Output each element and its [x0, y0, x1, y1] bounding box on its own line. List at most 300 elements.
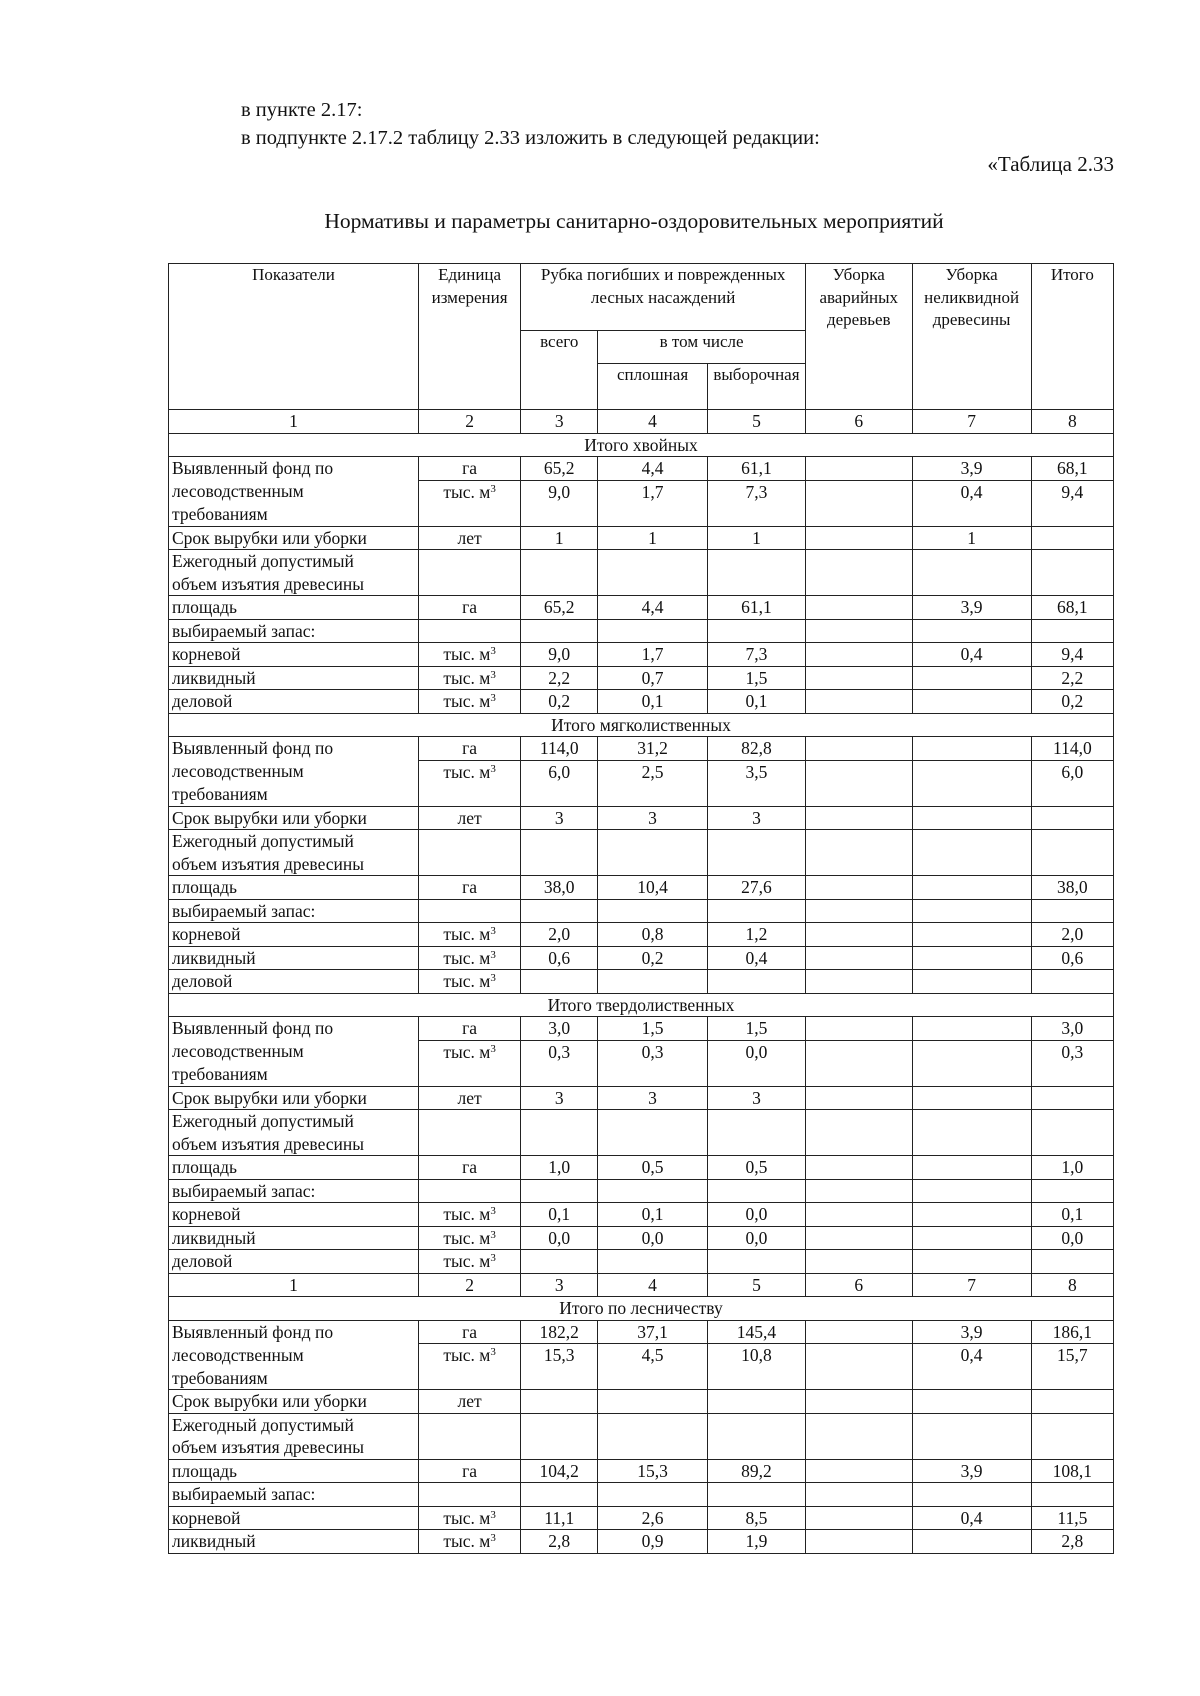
value-cell: 0,4: [912, 643, 1031, 667]
value-cell: [707, 853, 805, 876]
value-cell: [806, 1483, 913, 1507]
unit-text: тыс. м: [443, 1204, 491, 1224]
table-row: [169, 806, 1114, 830]
value-cell: [1031, 1179, 1113, 1203]
value-cell: 3: [521, 806, 598, 830]
unit-cell: [418, 1203, 520, 1227]
unit-cell: [418, 573, 520, 596]
value-cell: 3,9: [912, 1320, 1031, 1344]
indicator-label: ликвидный: [169, 1530, 419, 1554]
value-cell: 15,3: [598, 1459, 708, 1483]
unit-exponent: 3: [490, 1042, 496, 1055]
column-number-cell: 3: [521, 1273, 598, 1297]
unit-text: га: [462, 597, 478, 617]
value-cell: [806, 526, 913, 550]
indicator-label: деловой: [169, 690, 419, 714]
value-cell: [707, 1367, 805, 1390]
indicator-label: Срок вырубки или уборки: [169, 806, 419, 830]
unit-text: га: [462, 1321, 478, 1342]
value-cell: [912, 1110, 1031, 1133]
value-cell: [806, 853, 913, 876]
value-cell: [806, 1156, 913, 1180]
value-cell: [598, 1436, 708, 1459]
unit-cell: [418, 1250, 520, 1274]
value-cell: [598, 853, 708, 876]
value-cell: 0,0: [598, 1226, 708, 1250]
value-cell: [598, 1179, 708, 1203]
value-cell: [912, 1390, 1031, 1414]
value-cell: [806, 970, 913, 994]
column-number-cell: 6: [806, 410, 913, 434]
value-cell: 114,0: [521, 737, 598, 761]
value-cell: 186,1: [1031, 1320, 1113, 1344]
value-cell: 0,4: [707, 946, 805, 970]
value-cell: [521, 1063, 598, 1086]
value-cell: [912, 690, 1031, 714]
table-row: [169, 1250, 1114, 1274]
indicator-label: объем изъятия древесины: [169, 1436, 419, 1459]
value-cell: [1031, 550, 1113, 573]
section-title: Итого по лесничеству: [169, 1297, 1114, 1321]
section-title-row: [169, 713, 1114, 737]
table-row: [169, 783, 1114, 806]
table-row: [169, 619, 1114, 643]
value-cell: [1031, 526, 1113, 550]
value-cell: [598, 1483, 708, 1507]
value-cell: [806, 1530, 913, 1554]
value-cell: 0,3: [521, 1040, 598, 1063]
value-cell: 2,8: [521, 1530, 598, 1554]
indicator-label: лесоводственным: [169, 1344, 419, 1367]
table-row: [169, 1344, 1114, 1367]
unit-cell: [418, 970, 520, 994]
value-cell: 4,5: [598, 1344, 708, 1367]
value-cell: [521, 1413, 598, 1436]
table-row: [169, 923, 1114, 947]
value-cell: [912, 853, 1031, 876]
value-cell: 9,4: [1031, 480, 1113, 503]
value-cell: 4,4: [598, 457, 708, 481]
value-cell: 7,3: [707, 643, 805, 667]
indicator-label: требованиям: [169, 1367, 419, 1390]
table-body: [169, 264, 1114, 1554]
indicator-label: объем изъятия древесины: [169, 573, 419, 596]
table-row: [169, 1203, 1114, 1227]
value-cell: 3: [598, 806, 708, 830]
value-cell: 3: [521, 1086, 598, 1110]
indicator-label: требованиям: [169, 1063, 419, 1086]
value-cell: [912, 806, 1031, 830]
value-cell: [912, 1436, 1031, 1459]
unit-exponent: 3: [490, 1205, 496, 1217]
unit-cell: [418, 596, 520, 620]
value-cell: [912, 619, 1031, 643]
unit-text: тыс. м: [443, 761, 491, 782]
unit-cell: [418, 946, 520, 970]
unit-cell: [418, 1133, 520, 1156]
value-cell: 1: [707, 526, 805, 550]
column-number-row: [169, 1273, 1114, 1297]
value-cell: 0,4: [912, 1344, 1031, 1367]
unit-text: тыс. м: [443, 1345, 491, 1365]
indicator-label: выбираемый запас:: [169, 619, 419, 643]
indicator-label: Ежегодный допустимый: [169, 1110, 419, 1133]
indicator-label: площадь: [169, 876, 419, 900]
unit-text: тыс. м: [443, 691, 491, 711]
value-cell: 1,7: [598, 480, 708, 503]
value-cell: [1031, 1250, 1113, 1274]
value-cell: 1: [598, 526, 708, 550]
value-cell: [707, 619, 805, 643]
value-cell: 1,0: [521, 1156, 598, 1180]
value-cell: [707, 899, 805, 923]
value-cell: 1,9: [707, 1530, 805, 1554]
value-cell: [912, 760, 1031, 783]
value-cell: [912, 737, 1031, 761]
column-number-cell: 7: [912, 1273, 1031, 1297]
value-cell: 3,9: [912, 1459, 1031, 1483]
value-cell: [912, 1250, 1031, 1274]
indicator-label: выбираемый запас:: [169, 1483, 419, 1507]
value-cell: 0,1: [521, 1203, 598, 1227]
table-row: [169, 503, 1114, 526]
unit-cell: [418, 783, 520, 806]
table-row: [169, 690, 1114, 714]
value-cell: [912, 1179, 1031, 1203]
value-cell: [598, 1110, 708, 1133]
value-cell: [521, 503, 598, 526]
value-cell: 89,2: [707, 1459, 805, 1483]
value-cell: 0,1: [598, 690, 708, 714]
value-cell: 1: [521, 526, 598, 550]
table-row: [169, 946, 1114, 970]
indicator-label: площадь: [169, 1459, 419, 1483]
value-cell: 11,1: [521, 1506, 598, 1530]
value-cell: [1031, 1086, 1113, 1110]
unit-exponent: 3: [490, 925, 496, 937]
table-row: [169, 526, 1114, 550]
indicator-label: объем изъятия древесины: [169, 853, 419, 876]
unit-cell: [418, 666, 520, 690]
value-cell: 3,9: [912, 457, 1031, 481]
value-cell: [806, 1390, 913, 1414]
table-row: [169, 737, 1114, 761]
unit-exponent: 3: [490, 1346, 496, 1358]
value-cell: [806, 1133, 913, 1156]
table-row: [169, 643, 1114, 667]
table-row: [169, 550, 1114, 573]
value-cell: 3: [598, 1086, 708, 1110]
column-number-cell: 7: [912, 410, 1031, 434]
value-cell: 1,7: [598, 643, 708, 667]
value-cell: [707, 1250, 805, 1274]
value-cell: [598, 573, 708, 596]
unit-text: тыс. м: [443, 481, 491, 502]
value-cell: [521, 619, 598, 643]
value-cell: [806, 830, 913, 853]
value-cell: 3: [707, 806, 805, 830]
indicator-label: площадь: [169, 1156, 419, 1180]
value-cell: [1031, 1110, 1113, 1133]
value-cell: [1031, 1390, 1113, 1414]
value-cell: [707, 1110, 805, 1133]
value-cell: [707, 1133, 805, 1156]
unit-cell: [418, 1156, 520, 1180]
value-cell: 114,0: [1031, 737, 1113, 761]
value-cell: [598, 1063, 708, 1086]
value-cell: 1: [912, 526, 1031, 550]
unit-cell: [418, 526, 520, 550]
value-cell: 0,8: [598, 923, 708, 947]
value-cell: [912, 1530, 1031, 1554]
value-cell: [521, 1390, 598, 1414]
value-cell: [912, 550, 1031, 573]
value-cell: 38,0: [1031, 876, 1113, 900]
table-row: [169, 1436, 1114, 1459]
value-cell: 0,4: [912, 480, 1031, 503]
column-number-cell: 2: [418, 410, 520, 434]
unit-cell: [418, 619, 520, 643]
value-cell: [707, 503, 805, 526]
value-cell: 6,0: [521, 760, 598, 783]
unit-exponent: 3: [490, 668, 496, 681]
value-cell: 82,8: [707, 737, 805, 761]
indicator-label: корневой: [169, 923, 419, 947]
unit-cell: [418, 1413, 520, 1436]
unit-cell: [418, 550, 520, 573]
unit-cell: [418, 1063, 520, 1086]
unit-exponent: 3: [490, 1228, 496, 1241]
table-row: [169, 1390, 1114, 1414]
value-cell: [806, 480, 913, 503]
value-cell: 65,2: [521, 596, 598, 620]
value-cell: 10,8: [707, 1344, 805, 1367]
column-number-cell: 2: [418, 1273, 520, 1297]
value-cell: [912, 1226, 1031, 1250]
value-cell: 108,1: [1031, 1459, 1113, 1483]
value-cell: [912, 1040, 1031, 1063]
value-cell: [1031, 1436, 1113, 1459]
indicator-label: площадь: [169, 596, 419, 620]
value-cell: [521, 853, 598, 876]
value-cell: [521, 1179, 598, 1203]
value-cell: 38,0: [521, 876, 598, 900]
unit-text: тыс. м: [443, 667, 491, 688]
value-cell: [1031, 1063, 1113, 1086]
value-cell: 0,5: [707, 1156, 805, 1180]
column-number-cell: 1: [169, 1273, 419, 1297]
value-cell: [598, 1413, 708, 1436]
value-cell: 0,0: [1031, 1226, 1113, 1250]
value-cell: [1031, 1413, 1113, 1436]
value-cell: [912, 830, 1031, 853]
unit-cell: [418, 1530, 520, 1554]
value-cell: 15,3: [521, 1344, 598, 1367]
value-cell: [707, 550, 805, 573]
unit-text: га: [462, 877, 478, 897]
value-cell: [806, 806, 913, 830]
header-indicator: Показатели: [169, 264, 419, 410]
header-clear: сплошная: [598, 364, 708, 410]
value-cell: [912, 1086, 1031, 1110]
unit-text: тыс. м: [443, 644, 491, 664]
value-cell: [598, 503, 708, 526]
value-cell: [912, 1063, 1031, 1086]
unit-exponent: 3: [490, 482, 496, 495]
value-cell: 3,0: [1031, 1017, 1113, 1041]
value-cell: 6,0: [1031, 760, 1113, 783]
value-cell: [1031, 503, 1113, 526]
table-row: [169, 1483, 1114, 1507]
unit-cell: [418, 1320, 520, 1344]
value-cell: 4,4: [598, 596, 708, 620]
value-cell: 9,0: [521, 643, 598, 667]
value-cell: [912, 503, 1031, 526]
unit-cell: [418, 899, 520, 923]
unit-text: тыс. м: [443, 1531, 491, 1551]
table-row: [169, 760, 1114, 783]
value-cell: [707, 1179, 805, 1203]
value-cell: 68,1: [1031, 596, 1113, 620]
value-cell: 0,2: [1031, 690, 1113, 714]
unit-text: лет: [457, 527, 482, 548]
value-cell: 15,7: [1031, 1344, 1113, 1367]
unit-cell: [418, 643, 520, 667]
standards-table: [168, 263, 1114, 1554]
value-cell: [707, 830, 805, 853]
value-cell: 2,2: [521, 666, 598, 690]
value-cell: 0,9: [598, 1530, 708, 1554]
value-cell: [806, 1459, 913, 1483]
value-cell: 61,1: [707, 596, 805, 620]
value-cell: 145,4: [707, 1320, 805, 1344]
value-cell: [598, 899, 708, 923]
value-cell: [806, 1506, 913, 1530]
column-number-cell: 3: [521, 410, 598, 434]
unit-exponent: 3: [490, 1508, 496, 1521]
table-row: [169, 457, 1114, 481]
value-cell: [806, 760, 913, 783]
indicator-label: лесоводственным: [169, 1040, 419, 1063]
value-cell: [912, 923, 1031, 947]
value-cell: [598, 1390, 708, 1414]
value-cell: 2,0: [1031, 923, 1113, 947]
value-cell: [1031, 573, 1113, 596]
value-cell: 0,2: [521, 690, 598, 714]
column-number-cell: 5: [707, 1273, 805, 1297]
table-row: [169, 970, 1114, 994]
value-cell: [1031, 899, 1113, 923]
value-cell: 1,5: [707, 1017, 805, 1041]
unit-exponent: 3: [490, 762, 496, 775]
value-cell: 1,5: [598, 1017, 708, 1041]
table-title: Нормативы и параметры санитарно-оздоровительных мероприятий: [324, 209, 944, 233]
intro-line-2: в подпункте 2.17.2 таблицу 2.33 изложить в следующей редакции:: [241, 127, 820, 149]
value-cell: [521, 550, 598, 573]
value-cell: 2,8: [1031, 1530, 1113, 1554]
value-cell: [521, 783, 598, 806]
value-cell: [707, 573, 805, 596]
value-cell: [598, 783, 708, 806]
unit-text: лет: [457, 1087, 482, 1108]
section-title-row: [169, 433, 1114, 457]
table-row: [169, 1156, 1114, 1180]
table-row: [169, 899, 1114, 923]
value-cell: [521, 1367, 598, 1390]
value-cell: 0,5: [598, 1156, 708, 1180]
value-cell: [598, 830, 708, 853]
unit-cell: [418, 1390, 520, 1414]
unit-text: га: [462, 738, 478, 758]
value-cell: [912, 899, 1031, 923]
table-row: [169, 1413, 1114, 1436]
table-reference: «Таблица 2.33: [987, 152, 1114, 176]
indicator-label: выбираемый запас:: [169, 899, 419, 923]
table-row: [169, 1110, 1114, 1133]
value-cell: [707, 1390, 805, 1414]
unit-cell: [418, 830, 520, 853]
indicator-label: корневой: [169, 1506, 419, 1530]
unit-cell: [418, 1110, 520, 1133]
unit-cell: [418, 853, 520, 876]
unit-text: тыс. м: [443, 947, 491, 968]
unit-text: тыс. м: [443, 1041, 491, 1062]
indicator-label: Выявленный фонд по: [169, 457, 419, 481]
value-cell: 1,0: [1031, 1156, 1113, 1180]
indicator-label: лесоводственным: [169, 760, 419, 783]
value-cell: [912, 1367, 1031, 1390]
value-cell: [912, 1413, 1031, 1436]
value-cell: 0,0: [707, 1226, 805, 1250]
value-cell: [521, 1436, 598, 1459]
unit-cell: [418, 1226, 520, 1250]
table-row: [169, 1459, 1114, 1483]
value-cell: 0,2: [598, 946, 708, 970]
value-cell: [521, 1110, 598, 1133]
value-cell: [806, 1110, 913, 1133]
column-number-cell: 1: [169, 410, 419, 434]
column-number-cell: 8: [1031, 410, 1113, 434]
header-emergency: Уборка аварийных деревьев: [806, 264, 913, 410]
value-cell: [806, 876, 913, 900]
value-cell: 11,5: [1031, 1506, 1113, 1530]
indicator-label: Ежегодный допустимый: [169, 830, 419, 853]
unit-exponent: 3: [490, 1532, 496, 1544]
indicator-label: корневой: [169, 643, 419, 667]
unit-cell: [418, 737, 520, 761]
value-cell: 0,0: [707, 1040, 805, 1063]
value-cell: 2,6: [598, 1506, 708, 1530]
unit-cell: [418, 690, 520, 714]
value-cell: [521, 830, 598, 853]
value-cell: [521, 970, 598, 994]
unit-exponent: 3: [490, 692, 496, 704]
value-cell: 0,6: [521, 946, 598, 970]
value-cell: [707, 1413, 805, 1436]
value-cell: [521, 573, 598, 596]
indicator-label: деловой: [169, 970, 419, 994]
value-cell: [707, 783, 805, 806]
value-cell: [806, 1086, 913, 1110]
value-cell: [912, 1133, 1031, 1156]
value-cell: [521, 1483, 598, 1507]
value-cell: [1031, 1133, 1113, 1156]
value-cell: 1,5: [707, 666, 805, 690]
table-row: [169, 596, 1114, 620]
value-cell: 3: [707, 1086, 805, 1110]
value-cell: [1031, 783, 1113, 806]
unit-cell: [418, 457, 520, 481]
